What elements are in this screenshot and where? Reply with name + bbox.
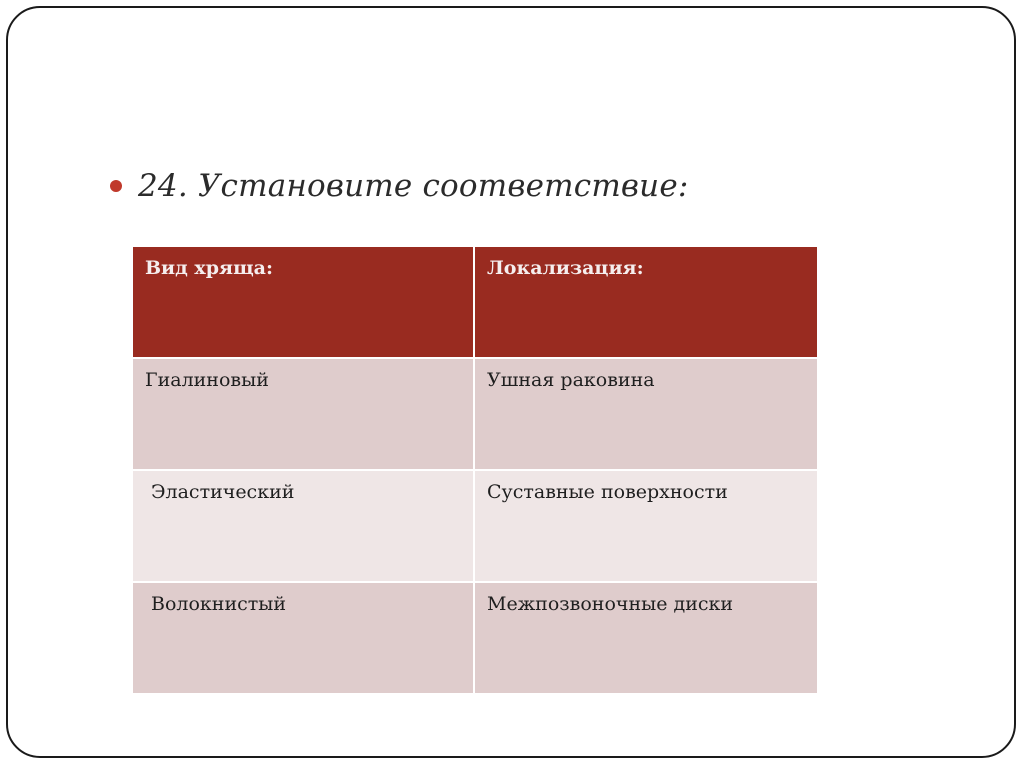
- cell-localization: Ушная раковина: [474, 358, 818, 470]
- cell-cartilage-type: Гиалиновый: [132, 358, 474, 470]
- matching-table: [131, 245, 819, 695]
- table-header-row: [132, 246, 818, 358]
- question-text: 24. Установите соответствие:: [138, 168, 689, 204]
- table-row: [132, 358, 818, 470]
- bullet-icon: [110, 180, 122, 192]
- question-line: [110, 168, 689, 204]
- table-row: [132, 582, 818, 694]
- header-localization: Локализация:: [474, 246, 818, 358]
- cell-cartilage-type: Волокнистый: [132, 582, 474, 694]
- table-row: [132, 470, 818, 582]
- header-cartilage-type: Вид хряща:: [132, 246, 474, 358]
- cell-localization: Межпозвоночные диски: [474, 582, 818, 694]
- cell-cartilage-type: Эластический: [132, 470, 474, 582]
- cell-localization: Суставные поверхности: [474, 470, 818, 582]
